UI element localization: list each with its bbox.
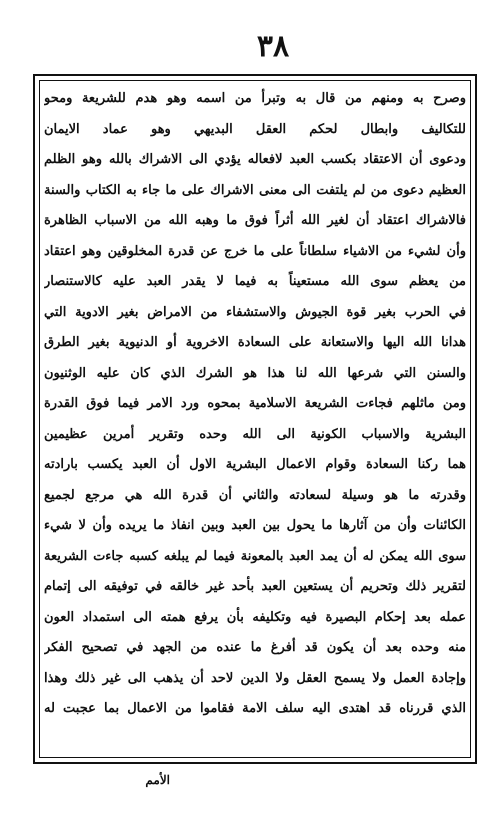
text-line: لتقرير ذلك وتحريم أن يستعين العبد بأحد غير خالقه في توفيقه الى إتمام bbox=[44, 579, 466, 594]
text-line: سوى الله يمكن له أن يمد العبد بالمعونة فيما لم يبلغه كسبه جاءت الشريعة bbox=[44, 548, 466, 564]
text-line: ومن ماثلهم فجاءت الشريعة الاسلامية بمحوه ورد الامر فيما فوق القدرة bbox=[44, 396, 466, 411]
text-line: البشرية والاسباب الكونية الى الله وحده وتقرير أمرين عظيمين bbox=[44, 426, 466, 442]
catchword: الأمم bbox=[145, 773, 170, 787]
text-line: وقدرته ما هو وسيلة لسعادته والثاني أن قدرة الله هي مرجع لجميع bbox=[44, 487, 466, 503]
body-text bbox=[44, 84, 466, 725]
text-line: هما ركنا السعادة وقوام الاعمال البشرية الاول أن العبد يكسب بارادته bbox=[44, 457, 466, 472]
text-line: للتكاليف وابطال لحكم العقل البديهي وهو عماد الايمان bbox=[44, 121, 466, 137]
text-line: وأن لشيء من الاشياء سلطاناً على ما خرج عن قدرة المخلوقين وهو اعتقاد bbox=[44, 243, 466, 259]
text-line: في الحرب بغير قوة الجيوش والاستشفاء من الامراض بغير الادوية التي bbox=[44, 304, 466, 320]
text-line: من يعظم سوى الله مستعيناً به فيما لا يقدر العبد عليه كالاستنصار bbox=[44, 274, 466, 289]
text-line: الذي قررناه قد اهتدى اليه سلف الامة فقاموا من الاعمال بما عجبت له bbox=[44, 701, 466, 716]
text-line: والسنن التي شرعها الله لنا هذا هو الشرك الذي كان عليه الوثنيون bbox=[44, 365, 466, 381]
page-number: ٣٨ bbox=[256, 29, 290, 64]
text-line: وصرح به ومنهم من قال به وتبرأ من اسمه وهو هدم للشريعة ومحو bbox=[44, 91, 466, 106]
text-line: وإجادة العمل ولا يسمح العقل ولا الدين لاحد أن يذهب الى غير ذلك وهذا bbox=[44, 670, 466, 686]
text-line: العظيم دعوى من لم يلتفت الى معنى الاشراك على ما جاء به الكتاب والسنة bbox=[44, 182, 466, 198]
text-line: ودعوى أن الاعتقاد بكسب العبد لافعاله يؤدي الى الاشراك بالله وهو الظلم bbox=[44, 152, 466, 167]
text-line: عمله بعد إحكام البصيرة فيه وتكليفه بأن يرفع همته الى استمداد العون bbox=[44, 609, 466, 625]
text-line: هدانا الله اليها والاستعانة على السعادة الاخروية أو الدنيوية بغير الطرق bbox=[44, 335, 466, 350]
text-line: منه وحده بعد أن يكون قد أفرغ ما عنده من الجهد في تصحيح الفكر bbox=[44, 640, 466, 655]
text-line: الكائنات وأن من آثارها ما يحول بين العبد وبين انفاذ ما يريده وأن لا شيء bbox=[44, 518, 466, 533]
text-line: فالاشراك اعتقاد أن لغير الله أثراً فوق ما وهبه الله من الاسباب الظاهرة bbox=[44, 213, 466, 228]
